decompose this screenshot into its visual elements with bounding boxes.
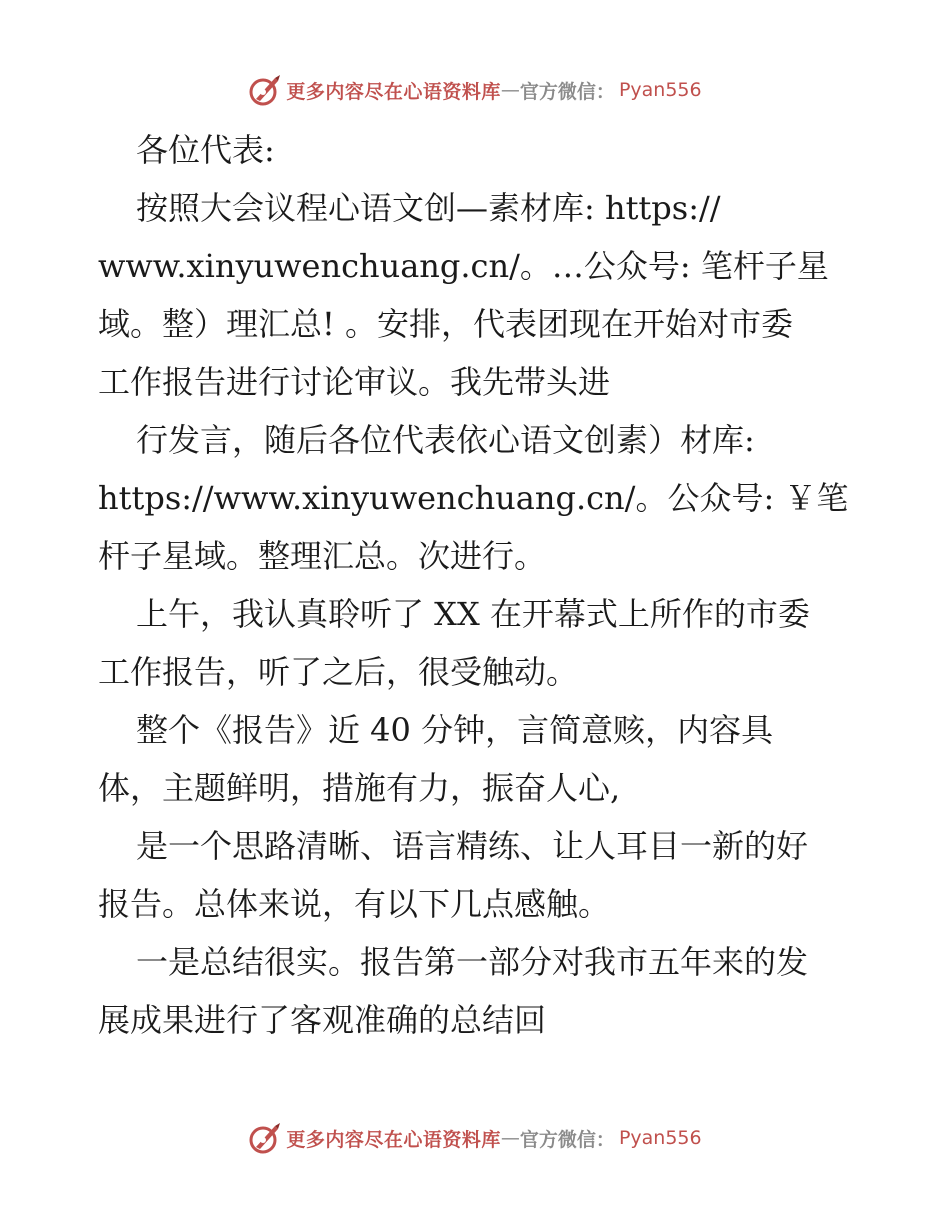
- banner-wechat-id: Pyan556: [618, 1127, 702, 1149]
- document-line: 行发言，随后各位代表依心语文创素）材库:: [136, 421, 755, 459]
- footer-banner: [0, 1118, 950, 1158]
- banner-main-text: 更多内容尽在心语资料库: [286, 80, 501, 103]
- banner-wechat-id: Pyan556: [618, 79, 702, 101]
- document-line: 域。整）理汇总! 。安排，代表团现在开始对市委: [98, 305, 794, 343]
- document-line: 工作报告，听了之后，很受触动。: [98, 653, 579, 691]
- banner-separator: —: [500, 1127, 520, 1149]
- document-line: https://www.xinyuwenchuang.cn/。公众号: ￥笔: [98, 479, 849, 517]
- banner-main-text: 更多内容尽在心语资料库: [286, 1128, 501, 1151]
- document-line: 杆子星域。整理汇总。次进行。: [98, 537, 547, 575]
- document-line: 工作报告进行讨论审议。我先带头进: [98, 363, 611, 401]
- document-body: [98, 121, 858, 1049]
- header-banner: [0, 70, 950, 110]
- document-line: 上午，我认真聆听了 XX 在开幕式上所作的市委: [136, 595, 810, 633]
- banner-wechat-label: 官方微信：: [519, 1128, 615, 1151]
- quill-pen-logo-icon: [248, 1121, 282, 1155]
- banner-separator: —: [500, 79, 520, 101]
- quill-pen-logo-icon: [248, 73, 282, 107]
- document-line: 报告。总体来说，有以下几点感触。: [98, 885, 611, 923]
- document-line: 展成果进行了客观准确的总结回: [98, 1001, 547, 1039]
- banner-wechat-label: 官方微信：: [519, 80, 615, 103]
- document-line: 一是总结很实。报告第一部分对我市五年来的发: [136, 943, 809, 981]
- document-line: www.xinyuwenchuang.cn/。…公众号: 笔杆子星: [98, 247, 829, 285]
- document-line: 整个《报告》近 40 分钟，言简意赅，内容具: [136, 711, 774, 749]
- document-line: 各位代表:: [136, 131, 275, 169]
- document-line: 体，主题鲜明，措施有力，振奋人心,: [98, 769, 621, 807]
- document-line: 按照大会议程心语文创—素材库: https://: [136, 189, 721, 227]
- document-line: 是一个思路清晰、语言精练、让人耳目一新的好: [136, 827, 809, 865]
